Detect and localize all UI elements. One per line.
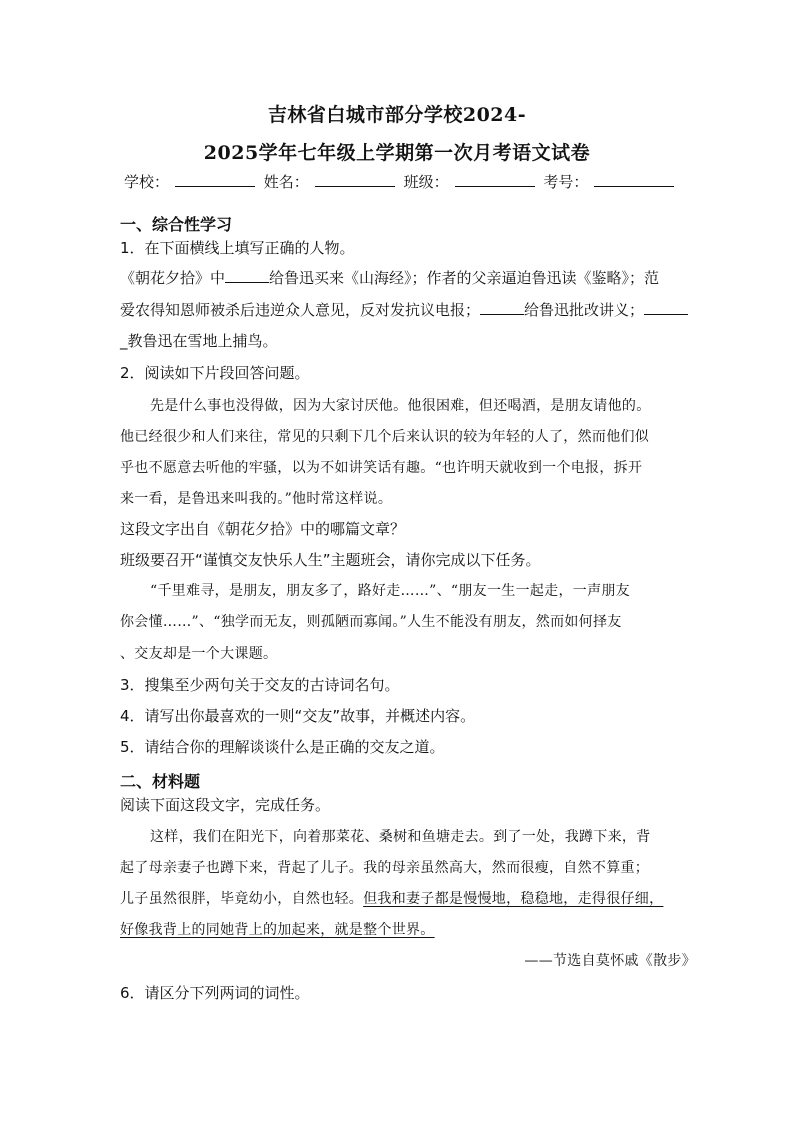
exam-title-line1: 吉林省白城市部分学校2024- [267, 104, 527, 126]
material-passage-line1: 这样，我们在阳光下，向着那菜花、桑树和鱼塘走去。到了一处，我蹲下来，背 [150, 829, 651, 845]
material-passage-line4 [120, 920, 435, 940]
passage-line: 先是什么事也没得做，因为大家讨厌他。他很困难，但还喝酒，是朋友请他的。 [150, 398, 651, 414]
class-label: 班级： [403, 173, 449, 191]
answer-blank-2[interactable] [480, 300, 524, 315]
material-passage-line2: 起了母亲妻子也蹲下来，背起了儿子。我的母亲虽然高大，然而很瘦，自然不算重； [120, 860, 650, 876]
section1-heading: 一、综合性学习 [120, 215, 233, 234]
quote-line: 、交友却是一个大课题。 [120, 646, 278, 662]
name-label: 姓名： [263, 173, 309, 191]
question-1-line1: 《朝花夕拾》中 给鲁迅买来《山海经》；作者的父亲逼迫鲁迅读《鉴略》；范 [120, 269, 660, 287]
question-3: 3．搜集至少两句关于交友的古诗词名句。 [120, 676, 400, 694]
question-2-question: 这段文字出自《朝花夕拾》中的哪篇文章？ [120, 520, 406, 538]
quote-line: 你会懂……”、“独学而无友，则孤陋而寡闻。”人生不能没有朋友，然而如何择友 [120, 614, 622, 630]
passage-line: 他已经很少和人们来往，常见的只剩下几个后来认识的较为年轻的人了，然而他们似 [120, 429, 650, 445]
school-label: 学校： [124, 173, 170, 191]
exam-title-line2: 2025学年七年级上学期第一次月考语文试卷 [203, 142, 591, 164]
question-1-stem: 1．在下面横线上填写正确的人物。 [120, 239, 355, 257]
question-1-line3: _教鲁迅在雪地上捕鸟。 [120, 332, 278, 350]
underlined-sentence: 好像我背上的同她背上的加起来，就是整个世界。 [120, 922, 435, 938]
section2-intro: 阅读下面这段文字，完成任务。 [120, 796, 331, 814]
passage-source: ——节选自莫怀戚《散步》 [524, 953, 696, 969]
question-5: 5．请结合你的理解谈谈什么是正确的交友之道。 [120, 738, 445, 756]
school-field[interactable] [175, 171, 255, 187]
passage-line: 乎也不愿意去听他的牢骚，以为不如讲笑话有趣。“也许明天就收到一个电报，拆开 [120, 460, 643, 476]
name-field[interactable] [315, 171, 395, 187]
underlined-sentence: 但我和妻子都是慢慢地，稳稳地，走得很仔细， [363, 891, 664, 907]
section2-heading: 二、材料题 [120, 772, 201, 791]
task-intro: 班级要召开“谨慎交友快乐人生”主题班会，请你完成以下任务。 [120, 551, 541, 569]
question-2-stem: 2．阅读如下片段回答问题。 [120, 364, 310, 382]
exam-number-field[interactable] [594, 171, 674, 187]
material-passage-line3: 儿子虽然很胖，毕竟幼小，自然也轻。但我和妻子都是慢慢地，稳稳地，走得很仔细， [120, 891, 664, 907]
class-field[interactable] [455, 171, 535, 187]
question-6: 6．请区分下列两词的词性。 [120, 984, 310, 1002]
exam-number-label: 考号： [543, 173, 589, 191]
answer-blank-3[interactable] [644, 300, 688, 315]
quote-line: “千里难寻，是朋友，朋友多了，路好走……”、“朋友一生一起走，一声朋友 [150, 583, 630, 599]
question-1-line2: 爱农得知恩师被杀后违逆众人意见，反对发抗议电报； 给鲁迅批改讲义； [120, 300, 688, 320]
answer-blank-1[interactable] [225, 268, 269, 283]
passage-line: 来一看，是鲁迅来叫我的。”他时常这样说。 [120, 491, 393, 507]
question-4: 4．请写出你最喜欢的一则“交友”故事，并概述内容。 [120, 707, 476, 725]
student-info-row [124, 171, 678, 192]
